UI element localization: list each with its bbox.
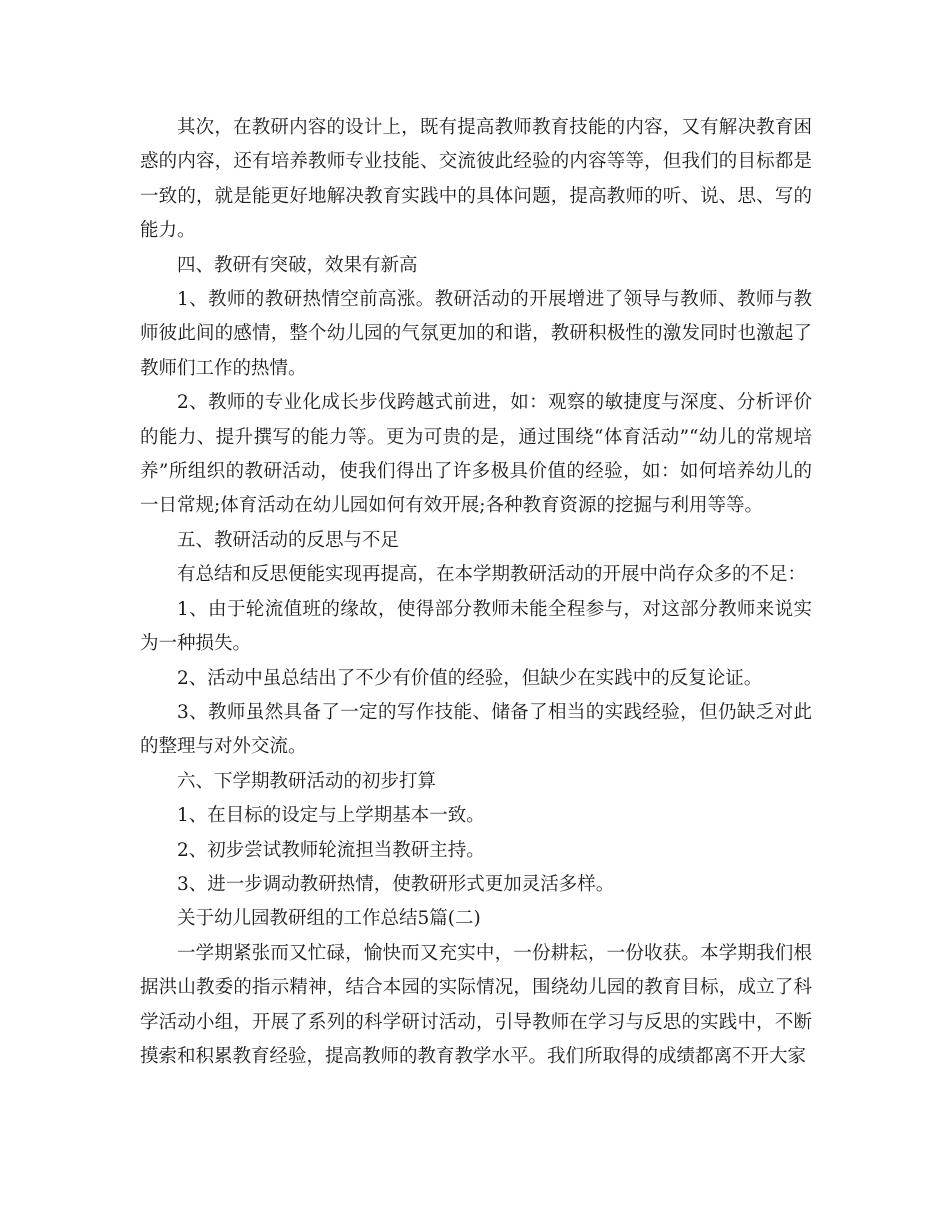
paragraph-professional-growth: 2、教师的专业化成长步伐跨越式前进，如：观察的敏捷度与深度、分析评价的能力、提升撰写的能力等。更为可贵的是，通过围绕“体育活动”“幼儿的常规培养”所组织的教研活动，使我们得出了许多极具价值的经验，如：如何培养幼儿的一日常规;体育活动在幼儿园如何有效开展;各种教育资源的挖掘与利用等等。 — [140, 392, 812, 517]
paragraph-teaching-content: 其次，在教研内容的设计上，既有提高教师教育技能的内容，又有解决教育困惑的内容，还有培养教师专业技能、交流彼此经验的内容等等，但我们的目标都是一致的，就是能更好地解决教育实践中的具体问题，提高教师的听、说、思、写的能力。 — [140, 117, 812, 242]
heading-section-four: 四、教研有突破，效果有新高 — [177, 254, 418, 276]
paragraph-shortcoming-2: 2、活动中虽总结出了不少有价值的经验，但缺少在实践中的反复论证。 — [177, 667, 763, 689]
document-page — [140, 111, 812, 1074]
paragraph-shortcoming-1: 1、由于轮流值班的缘故，使得部分教师未能全程参与，对这部分教师来说实为一种损失。 — [140, 598, 812, 655]
paragraph-shortcoming-3: 3、教师虽然具备了一定的写作技能、储备了相当的实践经验，但仍缺乏对此的整理与对外交流。 — [140, 701, 812, 758]
paragraph-semester-summary: 一学期紧张而又忙碌，愉快而又充实中，一份耕耘，一份收获。本学期我们根据洪山教委的指示精神，结合本园的实际情况，围绕幼儿园的教育目标，成立了科学活动小组，开展了系列的科学研讨活动，引导教师在学习与反思的实践中，不断摸索和积累教育经验，提高教师的教育教学水平。我们所取得的成绩都离不开大家 — [140, 942, 812, 1067]
paragraph-plan-1: 1、在目标的设定与上学期基本一致。 — [177, 805, 485, 827]
article-title-part-two: 关于幼儿园教研组的工作总结5篇(二) — [177, 908, 481, 930]
heading-section-six: 六、下学期教研活动的初步打算 — [177, 770, 437, 792]
paragraph-reflection-intro: 有总结和反思便能实现再提高，在本学期教研活动的开展中尚存众多的不足： — [177, 564, 807, 586]
paragraph-plan-3: 3、进一步调动教研热情，使教研形式更加灵活多样。 — [177, 873, 615, 895]
heading-section-five: 五、教研活动的反思与不足 — [177, 529, 400, 551]
paragraph-plan-2: 2、初步尝试教师轮流担当教研主持。 — [177, 839, 485, 861]
paragraph-enthusiasm: 1、教师的教研热情空前高涨。教研活动的开展增进了领导与教师、教师与教师彼此间的感情，整个幼儿园的气氛更加的和谐，教研积极性的激发同时也激起了教师们工作的热情。 — [140, 289, 812, 379]
